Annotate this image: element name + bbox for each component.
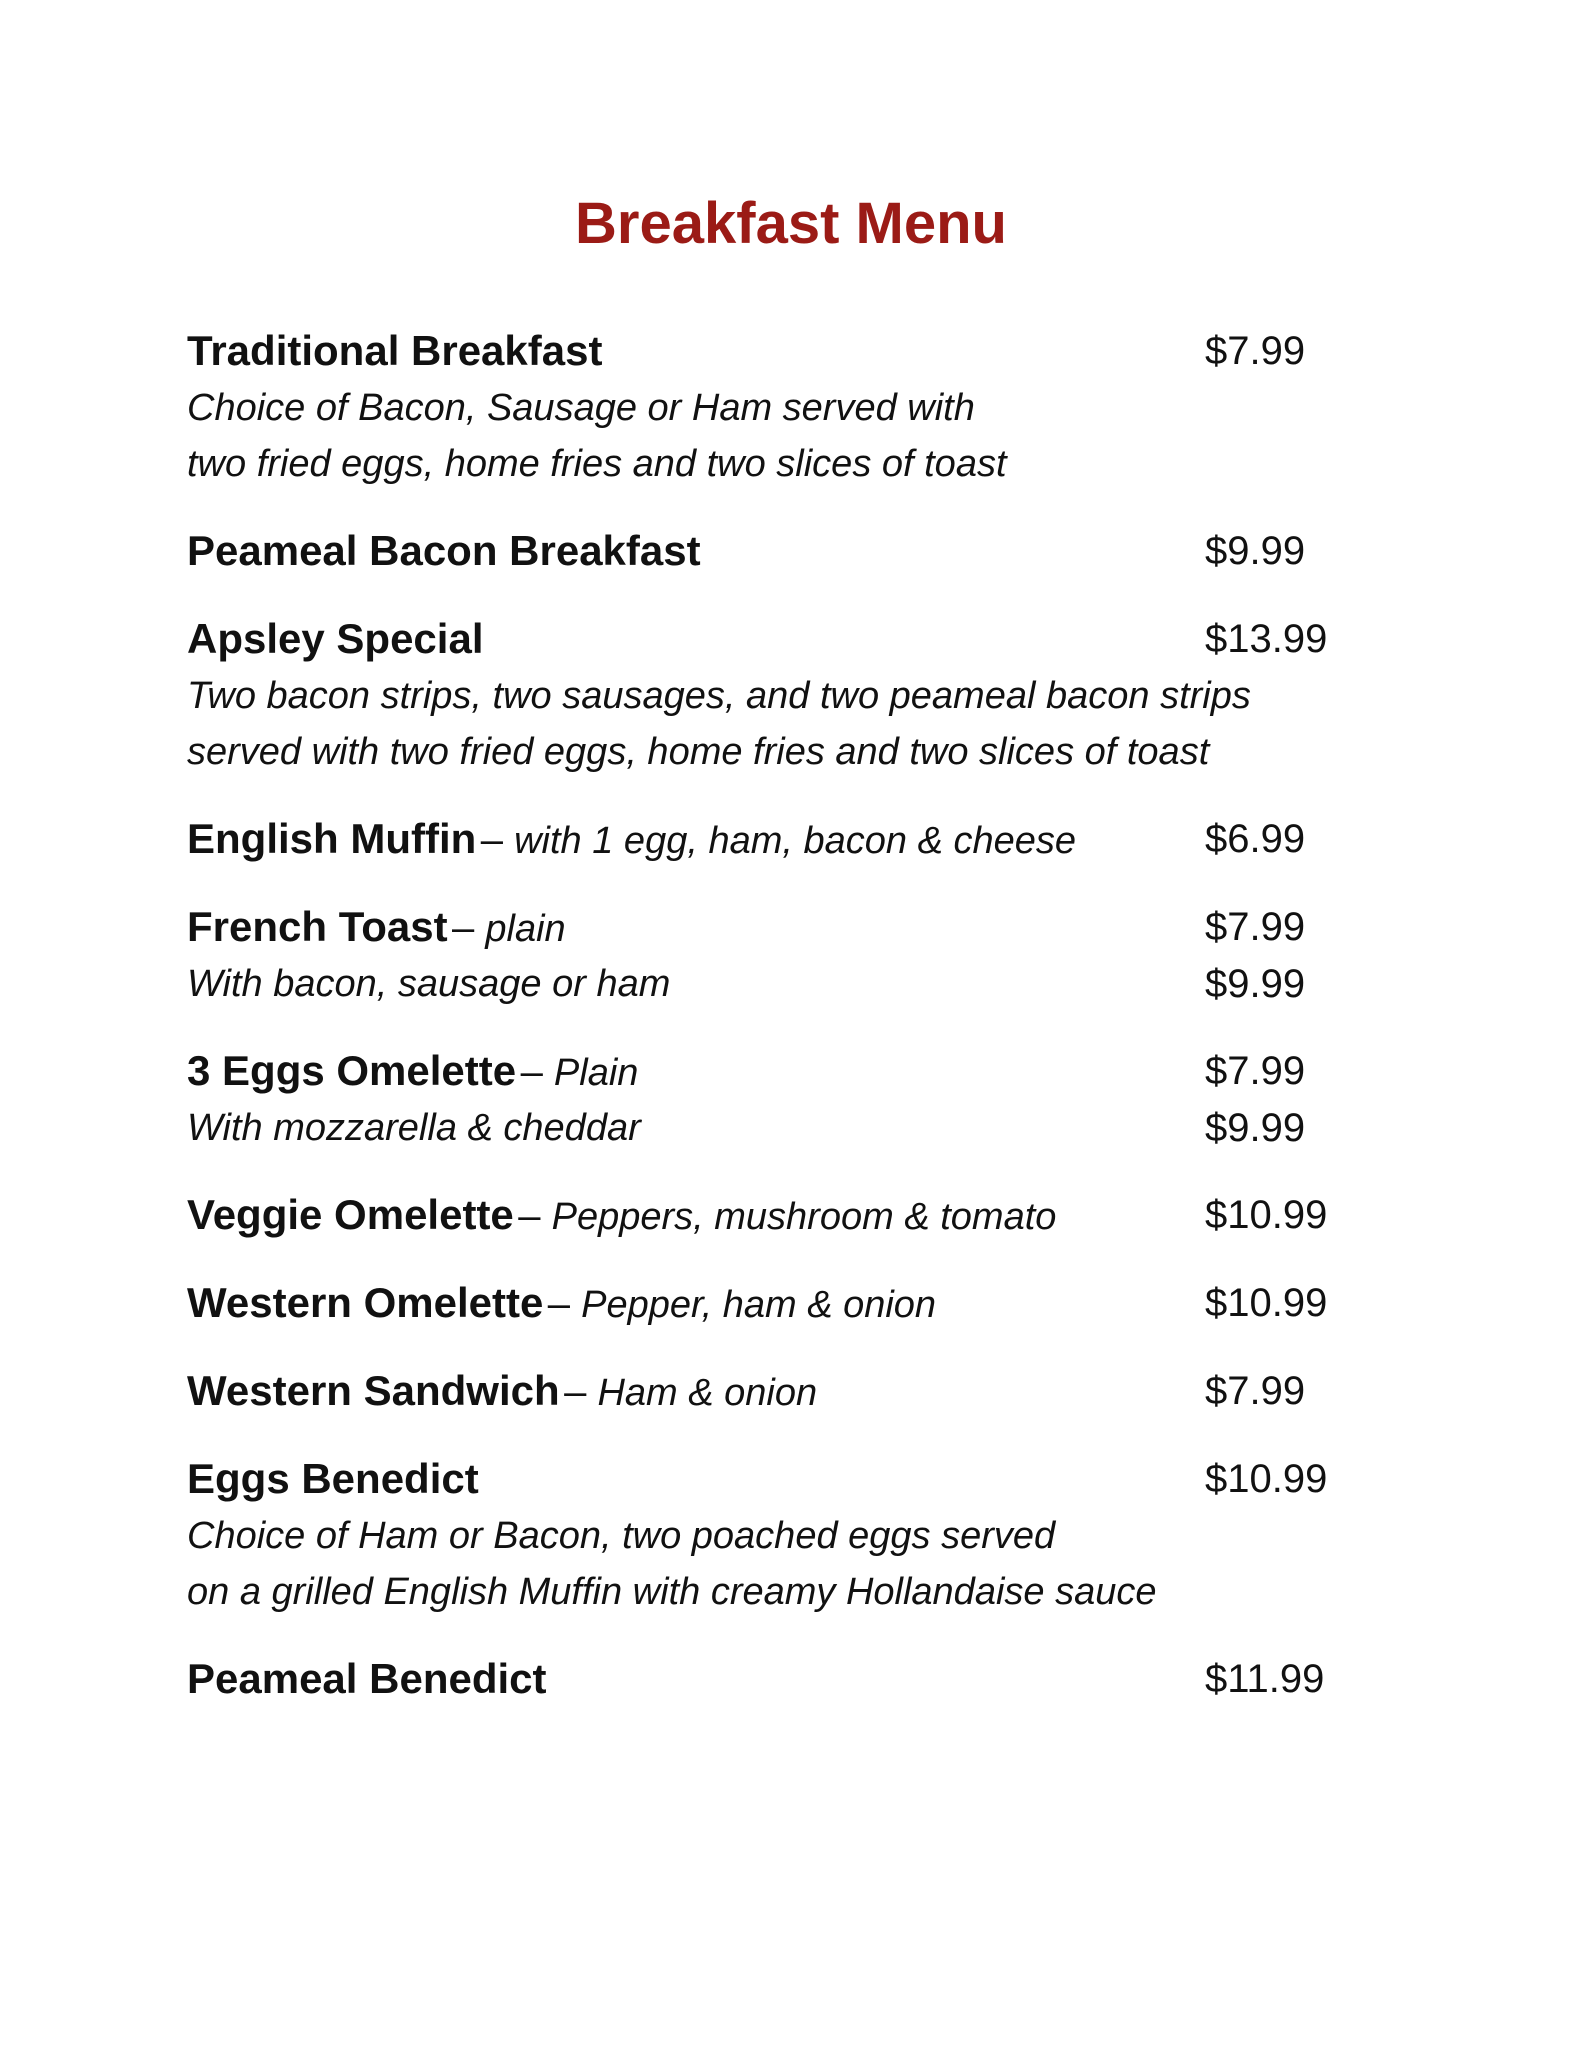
item-name: French Toast	[187, 903, 448, 950]
item-name: Peameal Benedict	[187, 1655, 547, 1702]
item-dash: –	[480, 818, 515, 862]
item-description-line: Choice of Ham or Bacon, two poached eggs served	[187, 1515, 1056, 1557]
item-description-line: two fried eggs, home fries and two slices of toast	[187, 443, 1007, 485]
item-price: $9.99	[1205, 529, 1306, 573]
item-name: Western Sandwich	[187, 1367, 560, 1414]
menu-item-french-toast	[187, 898, 1387, 1012]
item-price: $10.99	[1205, 1281, 1328, 1325]
item-name: Western Omelette	[187, 1279, 544, 1326]
menu-item-western-omelette	[187, 1274, 1387, 1332]
item-inline-description: with 1 egg, ham, bacon & cheese	[514, 820, 1077, 862]
item-variant-row	[187, 1100, 1387, 1156]
menu-item-row	[187, 1650, 1387, 1708]
item-variant-label: With mozzarella & cheddar	[187, 1107, 641, 1149]
menu-item-eggs-benedict	[187, 1450, 1387, 1620]
item-dash: –	[564, 1370, 598, 1414]
item-dash: –	[520, 1050, 554, 1094]
item-name: 3 Eggs Omelette	[187, 1047, 517, 1094]
menu-list	[187, 322, 1387, 1738]
item-dash: –	[547, 1282, 582, 1326]
item-description-line: on a grilled English Muffin with creamy Hollandaise sauce	[187, 1571, 1157, 1613]
menu-item-western-sandwich	[187, 1362, 1387, 1420]
item-variant-row	[187, 956, 1387, 1012]
item-variant-price: $9.99	[1205, 1106, 1306, 1150]
item-inline-description: Ham & onion	[597, 1372, 818, 1414]
item-name: English Muffin	[187, 815, 477, 862]
menu-item-row	[187, 610, 1387, 668]
item-variant-label: With bacon, sausage or ham	[187, 963, 671, 1005]
item-name: Veggie Omelette	[187, 1191, 514, 1238]
item-name: Peameal Bacon Breakfast	[187, 527, 701, 574]
menu-item-english-muffin	[187, 810, 1387, 868]
menu-item-3-eggs-omelette	[187, 1042, 1387, 1156]
item-dash: –	[518, 1194, 552, 1238]
item-inline-description: Plain	[553, 1052, 639, 1094]
item-name: Eggs Benedict	[187, 1455, 479, 1502]
menu-item-row	[187, 1362, 1387, 1420]
menu-item-row	[187, 522, 1387, 580]
menu-item-peameal-benedict	[187, 1650, 1387, 1708]
item-name: Apsley Special	[187, 615, 484, 662]
menu-item-row	[187, 810, 1387, 868]
menu-item-row	[187, 1274, 1387, 1332]
item-price: $7.99	[1205, 1049, 1306, 1093]
item-price: $13.99	[1205, 617, 1328, 661]
item-description-line: Two bacon strips, two sausages, and two peameal bacon strips	[187, 675, 1251, 717]
menu-item-row	[187, 898, 1387, 956]
menu-item-veggie-omelette	[187, 1186, 1387, 1244]
item-description-line: served with two fried eggs, home fries and two slices of toast	[187, 731, 1210, 773]
item-name: Traditional Breakfast	[187, 327, 603, 374]
menu-item-row	[187, 322, 1387, 380]
item-price: $7.99	[1205, 1369, 1306, 1413]
item-inline-description: Pepper, ham & onion	[581, 1284, 937, 1326]
menu-item-apsley-special	[187, 610, 1387, 780]
item-price: $6.99	[1205, 817, 1306, 861]
item-price: $7.99	[1205, 329, 1306, 373]
menu-item-peameal-bacon-breakfast	[187, 522, 1387, 580]
item-dash: –	[452, 906, 486, 950]
menu-item-row	[187, 1186, 1387, 1244]
item-price: $7.99	[1205, 905, 1306, 949]
item-price: $11.99	[1205, 1657, 1325, 1701]
menu-title: Breakfast Menu	[575, 191, 1007, 256]
item-description-line: Choice of Bacon, Sausage or Ham served with	[187, 387, 975, 429]
menu-item-row	[187, 1042, 1387, 1100]
menu-item-row	[187, 1450, 1387, 1508]
item-price: $10.99	[1205, 1457, 1328, 1501]
item-inline-description: Peppers, mushroom & tomato	[551, 1196, 1057, 1238]
item-variant-price: $9.99	[1205, 962, 1306, 1006]
menu-item-traditional-breakfast	[187, 322, 1387, 492]
item-inline-description: plain	[485, 908, 566, 950]
item-price: $10.99	[1205, 1193, 1328, 1237]
